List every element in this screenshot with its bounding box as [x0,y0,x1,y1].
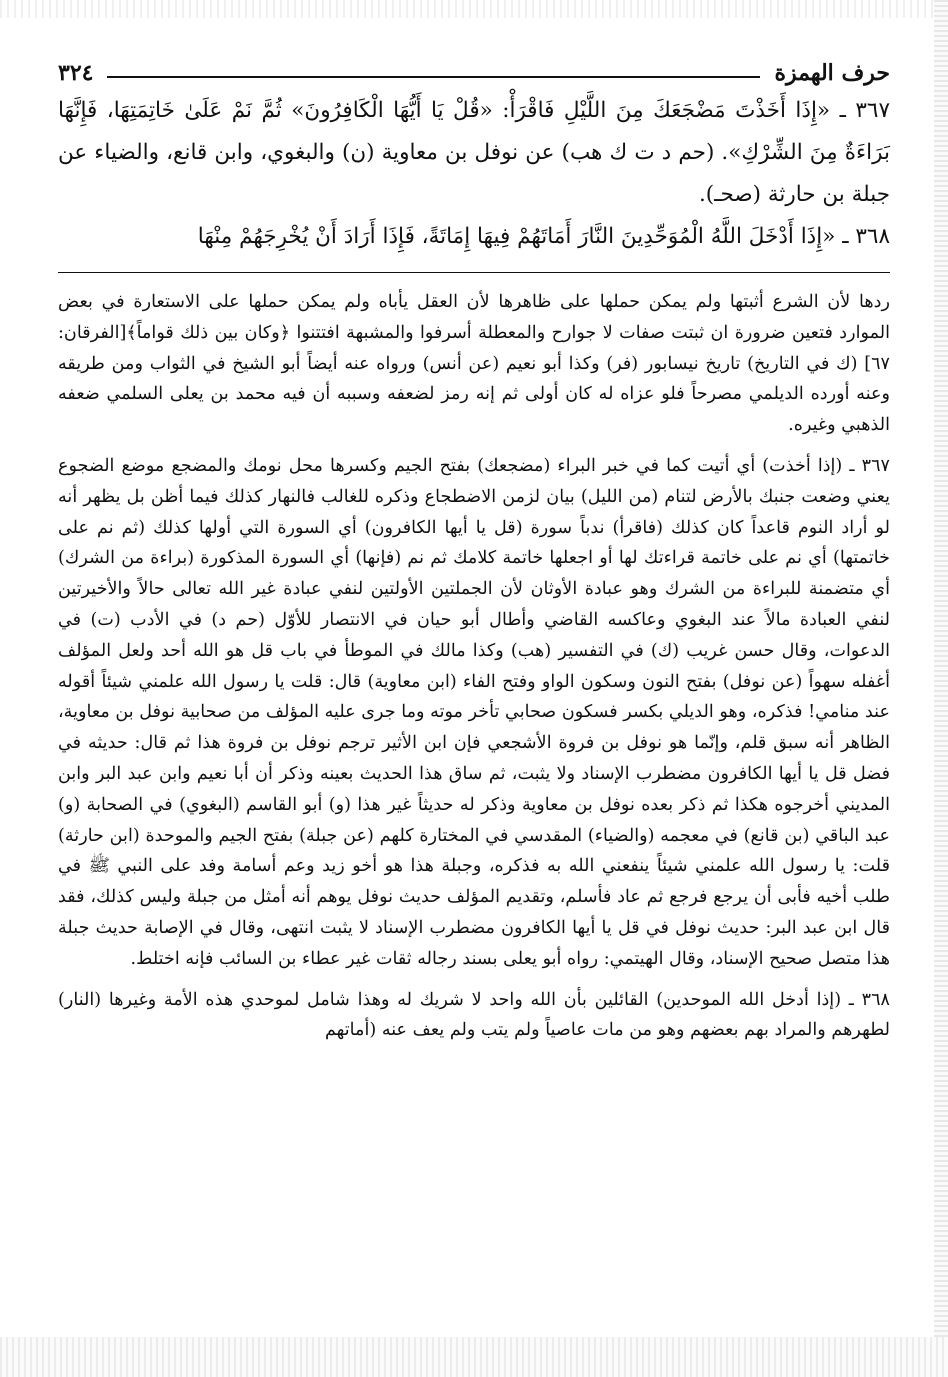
header-rule [107,76,760,78]
chapter-title: حرف الهمزة [774,60,890,86]
footnote-separator [58,272,890,273]
hadith-367: ٣٦٧ ـ «إِذَا أَخَذْتَ مَضْجَعَكَ مِنَ اللَّيْلِ فَاقْرَأْ: «قُلْ يَا أَيُّهَا الْكَافِرُونَ» ثُمَّ نَمْ عَلَىٰ خَاتِمَتِهَا، فَإِنَّهَا بَرَاءَةٌ مِنَ الشِّرْكِ». (حم د ت ك هب) عن نوفل بن معاوية (ن) والبغوي، وابن قانع، والضياء عن جبلة بن حارثة (صحـ). [58,98,890,207]
commentary [58,287,890,1046]
hadith-text [58,90,890,258]
hadith-368: ٣٦٨ ـ «إِذَا أَدْخَلَ اللَّهُ الْمُوَحِّدِينَ النَّارَ أَمَاتَهُمْ فِيهَا إِمَاتَةً، فَإِذَا أَرَادَ أَنْ يُخْرِجَهُمْ مِنْهَا [197,224,890,249]
commentary-368: ٣٦٨ ـ (إذا أدخل الله الموحدين) القائلين بأن الله واحد لا شريك له وهذا شامل لموحدي هذه الأمة وغيرها (النار) لطهرهم والمراد بهم بعضهم وهو من مات عاصياً ولم يتب ولم يعف عنه (أماتهم [58,989,890,1041]
scan-top-edge [0,0,948,18]
scan-bottom-edge [0,1337,948,1377]
book-page [58,40,890,1056]
commentary-367: ٣٦٧ ـ (إذا أخذت) أي أتيت كما في خبر البراء (مضجعك) بفتح الجيم وكسرها محل نومك والمضجع موضع الضجوع يعني وضعت جنبك بالأرض لتنام (من الليل) بيان لزمن الاضطجاع وذكره للغالب فالنهار كذلك فيما أظن بل يظهر أنه لو أراد النوم قاعداً كان كذلك (فاقرأ) ندباً سورة (قل يا أيها الكافرون) أي السورة التي أولها كذلك (ثم نم على خاتمتها) أي نم على خاتمة قراءتك لها أو اجعلها خاتمة كلامك ثم نم (فإنها) أي السورة المذكورة (براءة من الشرك) أي متضمنة للبراءة من الشرك وهو عبادة الأوثان لأن الجملتين الأولتين لنفي عبادة غير الله تعالى حالاً والأخيرتين لنفي العبادة مالاً عند البغوي وعاكسه القاضي وأطال أبو حيان في الانتصار للأوّل (حم د) في الأدب (ت) في الدعوات، وقال حسن غريب (ك) في التفسير (هب) وكذا مالك في الموطأ في باب قل هو الله أحد ولعل المؤلف أغفله سهواً (عن نوفل) بفتح النون وسكون الواو وفتح الفاء (ابن معاوية) قال: قلت يا رسول الله علمني شيئاً أقوله عند منامي! فذكره، وهو الديلي بكسر فسكون صحابي تأخر موته وما جرى عليه المؤلف من صحابية نوفل بن معاوية، الظاهر أنه سبق قلم، وإنّما هو نوفل بن فروة الأشجعي فإن ابن الأثير ترجم نوفل بن فروة هذا ثم قال: حديثه في فضل قل يا أيها الكافرون مضطرب الإسناد ولا يثبت، ثم ساق هذا الحديث بعينه وذكر أن أبا نعيم وابن عبد البر وابن المديني أخرجوه هكذا ثم ذكر بعده نوفل بن معاوية وذكر له حديثاً غير هذا (و) أبو القاسم (البغوي) في الصحابة (و) عبد الباقي (بن قانع) في معجمه (والضياء) المقدسي في المختارة كلهم (عن جبلة) بفتح الجيم والموحدة (ابن حارثة) قلت: يا رسول الله علمني شيئاً ينفعني الله به فذكره، وجبلة هذا هو أخو زيد وعم أسامة وفد على النبي ﷺ في طلب أخيه فأبى أن يرجع فرجع ثم عاد فأسلم، وتقديم المؤلف حديث نوفل يوهم أنه أمثل من جبلة وليس كذلك، فقد قال ابن عبد البر: حديث نوفل في قل يا أيها الكافرون مضطرب الإسناد لا يثبت انتهى، وقال في الإصابة حديث جبلة هذا متصل صحيح الإسناد، وقال الهيتمي: رواه أبو يعلى بسند رجاله ثقات غير عطاء بن السائب فإنه اختلط. [58,455,890,969]
commentary-continuation: ردها لأن الشرع أثبتها ولم يمكن حملها على ظاهرها لأن العقل يأباه ولم يمكن حملها على الاستعارة في بعض الموارد فتعين ضرورة ان ثبتت صفات لا جوارح والمعطلة أسرفوا والمشبهة افتتنوا ﴿وكان بين ذلك قواماً﴾[الفرقان: ٦٧] (ك في التاريخ) تاريخ نيسابور (فر) وكذا أبو نعيم (عن أنس) ورواه عنه أيضاً أبو الشيخ في الثواب ومن طريقه وعنه أورده الديلمي مصرحاً فلو عزاه له كان أولى ثم إنه رمز لضعفه وسببه أن فيه محمد بن يعلى السلمي ضعفه الذهبي وغيره. [58,292,891,436]
page-header [58,40,890,86]
page-number: ٣٢٤ [58,60,94,86]
scan-right-edge [934,0,948,1377]
